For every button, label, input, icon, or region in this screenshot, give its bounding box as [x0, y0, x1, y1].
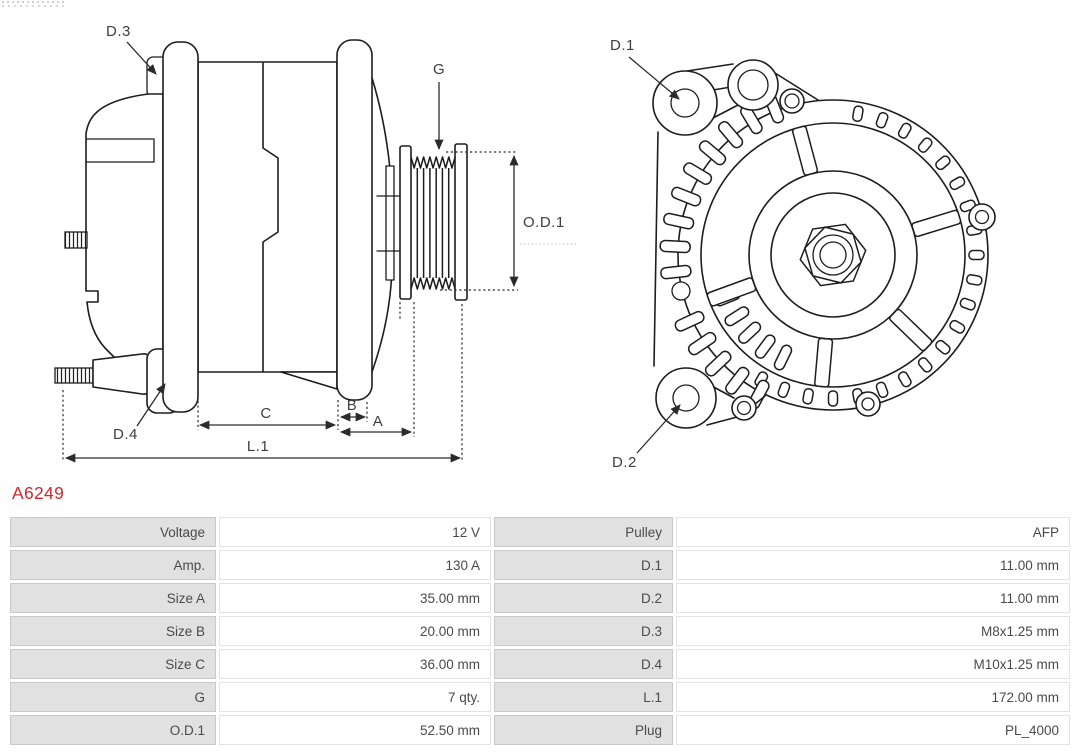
- top-small-hole: [785, 94, 799, 108]
- spec-value-cell: 12 V: [219, 517, 491, 547]
- dim-label-d3: D.3: [106, 23, 131, 40]
- pulley-flange-left: [400, 146, 411, 299]
- dim-label-b: B: [346, 397, 358, 414]
- table-row: [10, 550, 1070, 580]
- spec-value-cell: 7 qty.: [219, 682, 491, 712]
- alternator-side-view: [55, 23, 578, 462]
- dim-label-d4: D.4: [113, 426, 138, 443]
- table-row: [10, 682, 1070, 712]
- spec-label-cell: D.1: [494, 550, 673, 580]
- lower-boss: [93, 354, 150, 394]
- spec-value-cell: AFP: [676, 517, 1070, 547]
- spec-label-cell: Plug: [494, 715, 673, 745]
- bottom-lug-hole-d2: [673, 385, 699, 411]
- pulley-flange-right: [455, 144, 467, 300]
- table-row: [10, 649, 1070, 679]
- spec-label-cell: Amp.: [10, 550, 216, 580]
- part-number: A6249: [12, 483, 65, 503]
- spec-value-cell: 35.00 mm: [219, 583, 491, 613]
- threaded-stud-upper: [65, 232, 87, 248]
- dim-label-d2: D.2: [612, 454, 637, 471]
- right-tab-hole: [976, 211, 989, 224]
- shaft-end: [820, 242, 846, 268]
- bottom-right-tab-hole: [862, 398, 874, 410]
- pulley-ribs: [411, 157, 455, 289]
- spec-value-cell: 52.50 mm: [219, 715, 491, 745]
- spec-value-cell: 36.00 mm: [219, 649, 491, 679]
- spec-value-cell: 11.00 mm: [676, 583, 1070, 613]
- spec-label-cell: D.3: [494, 616, 673, 646]
- spec-label-cell: D.2: [494, 583, 673, 613]
- top-lug-hole-d1: [671, 89, 699, 117]
- top-boss-hole: [738, 70, 768, 100]
- leader-d2: [637, 405, 680, 453]
- spec-label-cell: Size B: [10, 616, 216, 646]
- spec-label-cell: O.D.1: [10, 715, 216, 745]
- spec-value-cell: 20.00 mm: [219, 616, 491, 646]
- dim-label-g: G: [433, 61, 446, 78]
- rear-flange-band: [163, 42, 198, 412]
- spec-label-cell: Voltage: [10, 517, 216, 547]
- bottom-boss-hole: [738, 402, 751, 415]
- spec-label-cell: Size C: [10, 649, 216, 679]
- body-skirt: [281, 372, 337, 389]
- dim-label-d1: D.1: [610, 37, 635, 54]
- spec-value-cell: PL_4000: [676, 715, 1070, 745]
- bracket-small-hole: [672, 282, 690, 300]
- spec-label-cell: Pulley: [494, 517, 673, 547]
- threaded-stud-lower: [55, 368, 93, 383]
- stator-body: [198, 62, 337, 372]
- spec-value-cell: 11.00 mm: [676, 550, 1070, 580]
- dim-label-l1: L.1: [246, 438, 270, 455]
- rear-cover: [86, 94, 163, 367]
- table-row: [10, 616, 1070, 646]
- spec-label-cell: G: [10, 682, 216, 712]
- dim-label-od1: O.D.1: [523, 214, 565, 231]
- spec-value-cell: M10x1.25 mm: [676, 649, 1070, 679]
- table-row: [10, 583, 1070, 613]
- bracket-left-edge: [654, 132, 658, 366]
- spec-label-cell: L.1: [494, 682, 673, 712]
- dim-label-a: A: [372, 413, 384, 430]
- alternator-front-view: [610, 37, 995, 471]
- shaft: [386, 166, 394, 280]
- spec-value-cell: M8x1.25 mm: [676, 616, 1070, 646]
- table-row: [10, 517, 1070, 547]
- spec-value-cell: 172.00 mm: [676, 682, 1070, 712]
- spec-label-cell: D.4: [494, 649, 673, 679]
- spec-table: [10, 517, 1070, 745]
- front-flange-band: [337, 40, 372, 400]
- dim-label-c: C: [260, 405, 272, 422]
- spec-value-cell: 130 A: [219, 550, 491, 580]
- table-row: [10, 715, 1070, 745]
- spec-label-cell: Size A: [10, 583, 216, 613]
